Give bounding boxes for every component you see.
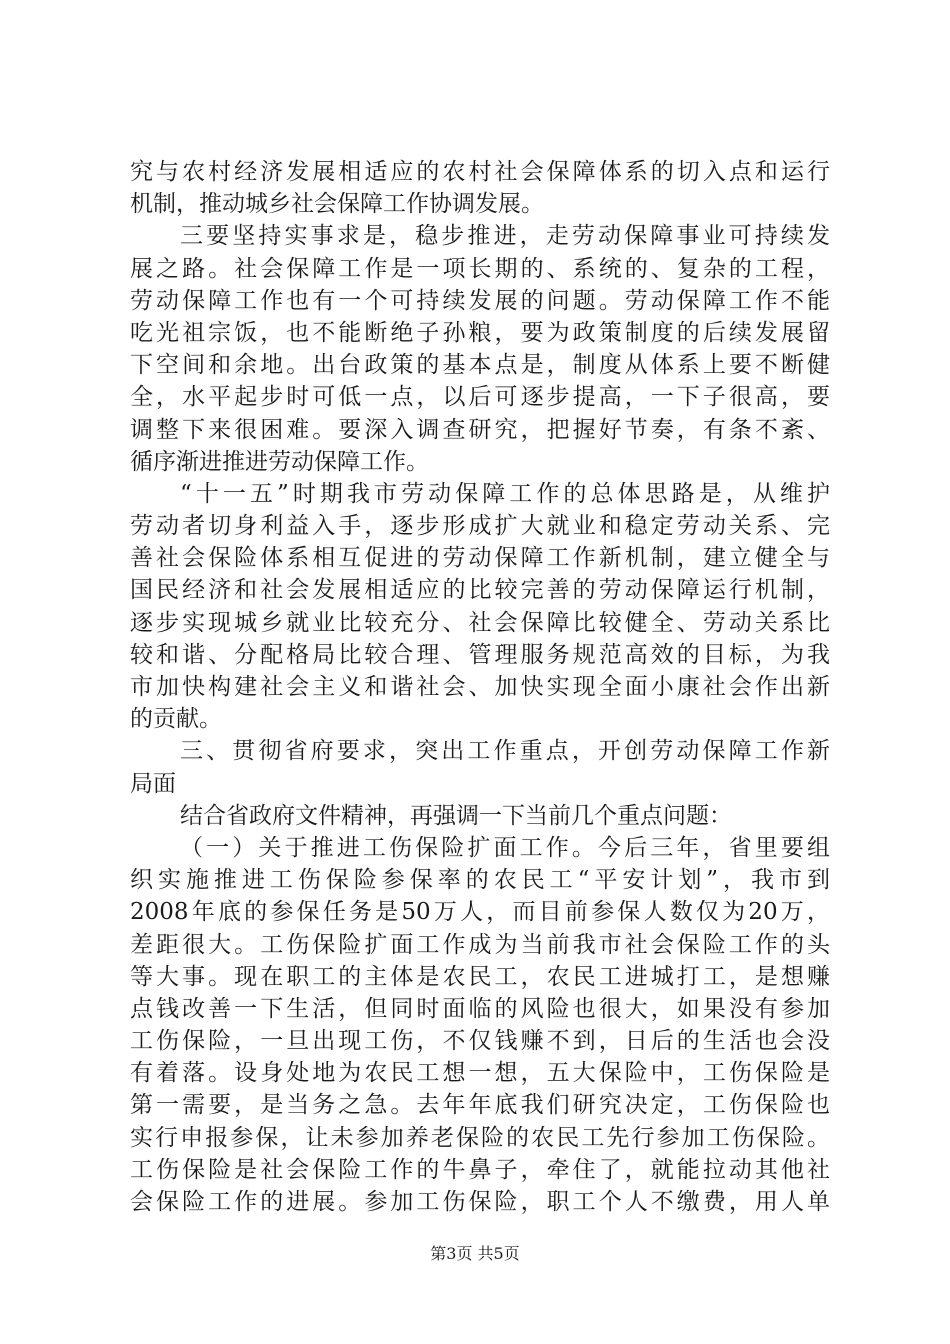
section-heading-line: 局面 [130, 770, 176, 797]
text-line: 吃光祖宗饭，也不能断绝子孙粮，要为政策制度的后续发展留 [130, 319, 830, 346]
text-line: 第一需要，是当务之急。去年年底我们研究决定，工伤保险也 [130, 1092, 830, 1119]
text-line: 下空间和余地。出台政策的基本点是，制度从体系上要不断健 [130, 352, 830, 379]
text-line: 工伤保险，一旦出现工伤，不仅钱赚不到，日后的生活也会没 [130, 1028, 830, 1055]
text-line: 结合省政府文件精神，再强调一下当前几个重点问题： [180, 802, 732, 829]
text-line: 展之路。社会保障工作是一项长期的、系统的、复杂的工程， [130, 255, 830, 282]
text-line: “十一五”时期我市劳动保障工作的总体思路是，从维护 [180, 480, 830, 507]
text-line: 劳动者切身利益入手，逐步形成扩大就业和稳定劳动关系、完 [130, 513, 830, 540]
text-line: 三要坚持实事求是，稳步推进，走劳动保障事业可持续发 [180, 223, 830, 250]
text-line: 织实施推进工伤保险参保率的农民工“平安计划”，我市到 [130, 867, 830, 894]
text-line: 差距很大。工伤保险扩面工作成为当前我市社会保险工作的头 [130, 931, 830, 958]
text-line: 有着落。设身处地为农民工想一想，五大保险中，工伤保险是 [130, 1060, 830, 1087]
text-line: 会保险工作的进展。参加工伤保险，职工个人不缴费，用人单 [130, 1189, 830, 1215]
text-line: 究与农村经济发展相适应的农村社会保障体系的切入点和运行 [130, 159, 830, 185]
text-line: 全，水平起步时可低一点，以后可逐步提高，一下子很高，要 [130, 384, 830, 411]
text-line: 国民经济和社会发展相适应的比较完善的劳动保障运行机制， [130, 577, 830, 604]
text-line: （一）关于推进工伤保险扩面工作。今后三年，省里要组 [180, 834, 830, 861]
text-line: 劳动保障工作也有一个可持续发展的问题。劳动保障工作不能 [130, 287, 830, 314]
text-line: 等大事。现在职工的主体是农民工，农民工进城打工，是想赚 [130, 963, 830, 990]
text-line: 实行申报参保，让未参加养老保险的农民工先行参加工伤保险。 [130, 1124, 830, 1151]
text-line: 工伤保险是社会保险工作的牛鼻子，牵住了，就能拉动其他社 [130, 1156, 830, 1183]
text-line: 点钱改善一下生活，但同时面临的风险也很大，如果没有参加 [130, 995, 830, 1022]
text-line: 循序渐进推进劳动保障工作。 [130, 448, 429, 475]
text-line: 较和谐、分配格局比较合理、管理服务规范高效的目标，为我 [130, 641, 830, 668]
text-line: 2008年底的参保任务是50万人，而目前参保人数仅为20万， [130, 899, 830, 926]
text-line: 机制，推动城乡社会保障工作协调发展。 [130, 191, 544, 218]
text-line: 逐步实现城乡就业比较充分、社会保障比较健全、劳动关系比 [130, 609, 830, 636]
text-line: 调整下来很困难。要深入调查研究，把握好节奏，有条不紊、 [130, 416, 830, 443]
document-body [130, 156, 830, 1218]
section-heading-line: 三、贯彻省府要求，突出工作重点，开创劳动保障工作新 [180, 738, 830, 765]
text-line: 善社会保险体系相互促进的劳动保障工作新机制，建立健全与 [130, 545, 830, 572]
page-number-footer: 第3页 共5页 [430, 1244, 520, 1263]
text-line: 的贡献。 [130, 706, 222, 733]
text-line: 市加快构建社会主义和谐社会、加快实现全面小康社会作出新 [130, 674, 830, 700]
